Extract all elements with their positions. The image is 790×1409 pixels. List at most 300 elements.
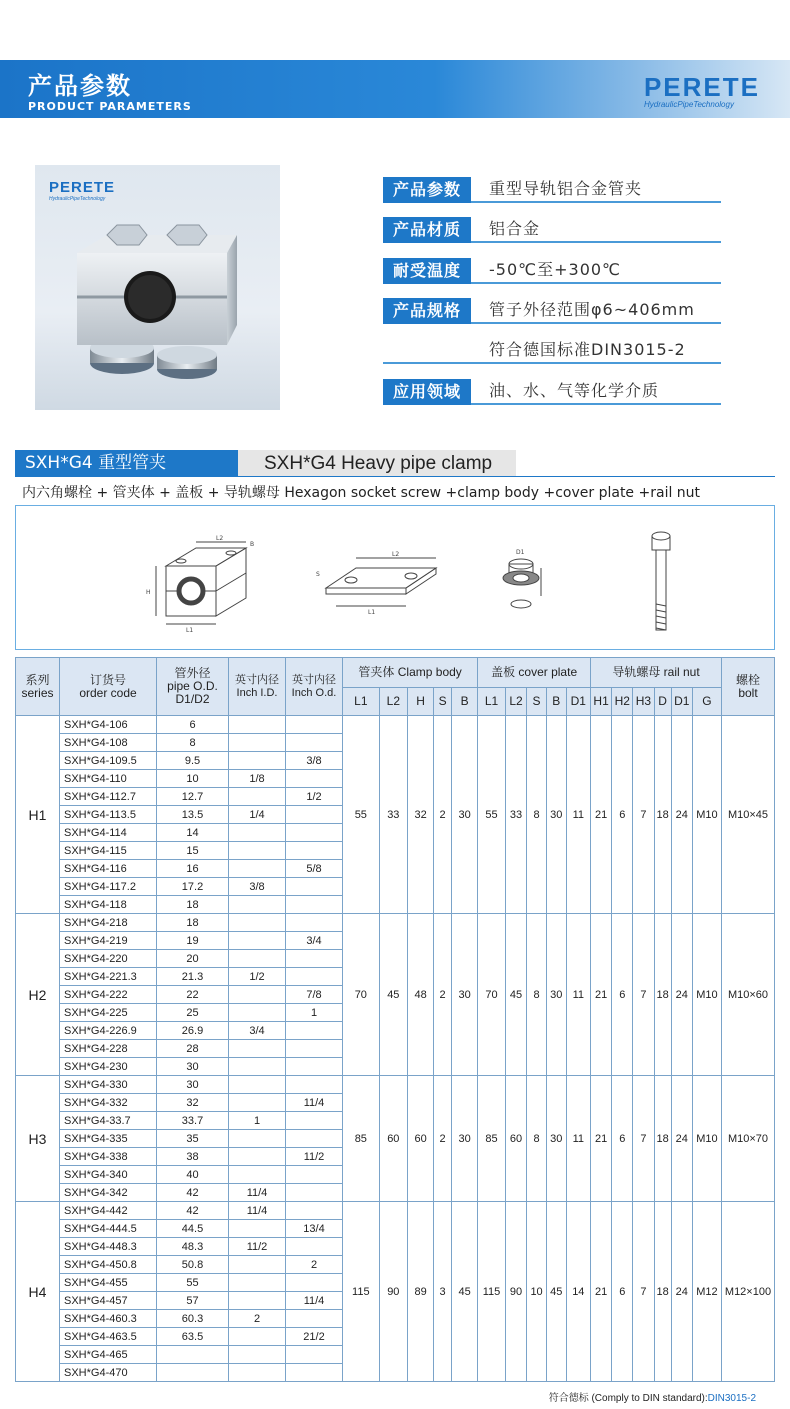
inch-id-cell bbox=[229, 1166, 286, 1184]
clamp-dim-cell: 115 bbox=[343, 1202, 380, 1382]
pipe-od-cell: 25 bbox=[157, 1004, 229, 1022]
inch-id-cell bbox=[229, 932, 286, 950]
clamp-body-drawing bbox=[146, 535, 254, 634]
product-photo bbox=[35, 165, 280, 410]
order-code-cell: SXH*G4-340 bbox=[60, 1166, 157, 1184]
section-divider bbox=[15, 476, 775, 477]
param-row-standard bbox=[383, 338, 721, 364]
inch-id-cell bbox=[229, 1040, 286, 1058]
param-value: 油、水、气等化学介质 bbox=[489, 381, 660, 400]
cover-dim-cell: 30 bbox=[546, 716, 566, 914]
order-code-cell: SXH*G4-108 bbox=[60, 734, 157, 752]
inch-od-cell bbox=[286, 1022, 343, 1040]
bolt-cell: M10×70 bbox=[722, 1076, 775, 1202]
inch-od-cell bbox=[286, 878, 343, 896]
inch-od-cell: 3/4 bbox=[286, 932, 343, 950]
rail-dim-cell: 7 bbox=[633, 1202, 654, 1382]
inch-id-cell: 1/2 bbox=[229, 968, 286, 986]
param-value: 符合德国标准DIN3015-2 bbox=[489, 340, 686, 359]
param-row-spec bbox=[383, 298, 721, 324]
inch-id-cell bbox=[229, 734, 286, 752]
order-code-cell: SXH*G4-222 bbox=[60, 986, 157, 1004]
inch-od-cell bbox=[286, 824, 343, 842]
subheader-rail_cols-d: D bbox=[654, 688, 671, 716]
inch-od-cell bbox=[286, 1166, 343, 1184]
pipe-od-cell: 60.3 bbox=[157, 1310, 229, 1328]
section-title-en: SXH*G4 Heavy pipe clamp bbox=[238, 450, 516, 477]
rail-dim-cell: 21 bbox=[591, 1202, 612, 1382]
inch-od-cell bbox=[286, 716, 343, 734]
pipe-od-cell: 63.5 bbox=[157, 1328, 229, 1346]
rail-dim-cell: 24 bbox=[671, 1202, 692, 1382]
header-bolt-text: 螺栓 bolt bbox=[735, 672, 760, 700]
cover-dim-cell: 115 bbox=[478, 1202, 506, 1382]
pipe-od-cell: 14 bbox=[157, 824, 229, 842]
clamp-dim-cell: 30 bbox=[451, 716, 477, 914]
inch-od-cell bbox=[286, 914, 343, 932]
header-cover-plate: 盖板 cover plate bbox=[478, 658, 591, 688]
inch-od-cell bbox=[286, 1076, 343, 1094]
photo-logo bbox=[49, 179, 115, 202]
header-bolt bbox=[722, 658, 775, 716]
inch-id-cell bbox=[229, 1274, 286, 1292]
subheader-clamp_cols-l1: L1 bbox=[343, 688, 380, 716]
subheader-cover_cols-s: S bbox=[527, 688, 547, 716]
subheader-rail_cols-g: G bbox=[692, 688, 721, 716]
inch-od-cell bbox=[286, 770, 343, 788]
inch-od-cell: 7/8 bbox=[286, 986, 343, 1004]
cover-dim-cell: 11 bbox=[566, 716, 590, 914]
pipe-od-cell: 42 bbox=[157, 1202, 229, 1220]
param-value: 管子外径范围φ6~406mm bbox=[489, 300, 695, 319]
inch-od-cell bbox=[286, 1058, 343, 1076]
section-description: 内六角螺栓 + 管夹体 + 盖板 + 导轨螺母 Hexagon socket screw +clamp body +cover plate +rail nut bbox=[22, 485, 701, 501]
inch-od-cell bbox=[286, 1202, 343, 1220]
order-code-cell: SXH*G4-448.3 bbox=[60, 1238, 157, 1256]
photo-logo-text: PERETE bbox=[49, 179, 116, 196]
order-code-cell: SXH*G4-219 bbox=[60, 932, 157, 950]
order-code-cell: SXH*G4-450.8 bbox=[60, 1256, 157, 1274]
pipe-od-cell: 38 bbox=[157, 1148, 229, 1166]
technical-drawings bbox=[15, 505, 775, 650]
cover-dim-cell: 85 bbox=[478, 1076, 506, 1202]
dim-nut-d1: D1 bbox=[516, 549, 525, 556]
subheader-clamp_cols-l2: L2 bbox=[379, 688, 407, 716]
cover-dim-cell: 45 bbox=[546, 1202, 566, 1382]
table-row bbox=[16, 914, 775, 932]
inch-id-cell bbox=[229, 860, 286, 878]
rail-dim-cell: 7 bbox=[633, 716, 654, 914]
pipe-od-cell: 40 bbox=[157, 1166, 229, 1184]
pipe-od-cell: 8 bbox=[157, 734, 229, 752]
subheader-cover_cols-b: B bbox=[546, 688, 566, 716]
inch-id-cell bbox=[229, 950, 286, 968]
pipe-od-cell: 13.5 bbox=[157, 806, 229, 824]
clamp-dim-cell: 48 bbox=[408, 914, 434, 1076]
rail-dim-cell: 21 bbox=[591, 914, 612, 1076]
brand-logo-sub: HydraulicPipeTechnology bbox=[643, 100, 734, 109]
order-code-cell: SXH*G4-113.5 bbox=[60, 806, 157, 824]
inch-id-cell: 2 bbox=[229, 1310, 286, 1328]
param-label: 产品规格 bbox=[383, 298, 471, 324]
order-code-cell: SXH*G4-110 bbox=[60, 770, 157, 788]
inch-od-cell: 5/8 bbox=[286, 860, 343, 878]
header-series-text: 系列 series bbox=[21, 672, 54, 700]
header-series bbox=[16, 658, 60, 716]
footer-prefix: 符合德标 (Comply to DIN standard): bbox=[548, 1393, 708, 1404]
rail-dim-cell: 18 bbox=[654, 1202, 671, 1382]
cover-dim-cell: 11 bbox=[566, 1076, 590, 1202]
pipe-od-cell: 10 bbox=[157, 770, 229, 788]
inch-od-cell bbox=[286, 1346, 343, 1364]
clamp-dim-cell: 2 bbox=[434, 914, 452, 1076]
rail-dim-cell: 6 bbox=[612, 1202, 633, 1382]
inch-od-cell: 11/4 bbox=[286, 1094, 343, 1112]
inch-od-cell bbox=[286, 950, 343, 968]
inch-id-cell: 1/8 bbox=[229, 770, 286, 788]
inch-od-cell: 1 bbox=[286, 1004, 343, 1022]
order-code-cell: SXH*G4-221.3 bbox=[60, 968, 157, 986]
inch-od-cell: 1/2 bbox=[286, 788, 343, 806]
inch-od-cell bbox=[286, 842, 343, 860]
cover-dim-cell: 60 bbox=[505, 1076, 526, 1202]
pipe-od-cell: 57 bbox=[157, 1292, 229, 1310]
inch-id-cell bbox=[229, 824, 286, 842]
table-row bbox=[16, 1202, 775, 1220]
subheader-rail_cols-h2: H2 bbox=[612, 688, 633, 716]
order-code-cell: SXH*G4-330 bbox=[60, 1076, 157, 1094]
pipe-od-cell: 18 bbox=[157, 914, 229, 932]
bolt-cell: M10×60 bbox=[722, 914, 775, 1076]
inch-od-cell bbox=[286, 1310, 343, 1328]
socket-screw-drawing bbox=[652, 532, 670, 630]
inch-id-cell: 11/4 bbox=[229, 1184, 286, 1202]
inch-id-cell: 1 bbox=[229, 1112, 286, 1130]
clamp-dim-cell: 3 bbox=[434, 1202, 452, 1382]
inch-id-cell: 3/4 bbox=[229, 1022, 286, 1040]
clamp-dim-cell: 70 bbox=[343, 914, 380, 1076]
clamp-dim-cell: 32 bbox=[408, 716, 434, 914]
pipe-od-cell: 17.2 bbox=[157, 878, 229, 896]
pipe-od-cell: 19 bbox=[157, 932, 229, 950]
param-value: 重型导轨铝合金管夹 bbox=[489, 179, 643, 198]
clamp-dim-cell: 2 bbox=[434, 716, 452, 914]
order-code-cell: SXH*G4-116 bbox=[60, 860, 157, 878]
inch-id-cell: 1/4 bbox=[229, 806, 286, 824]
cover-plate-drawing bbox=[316, 551, 436, 616]
param-row-temperature bbox=[383, 258, 721, 284]
inch-od-cell bbox=[286, 1112, 343, 1130]
table-row bbox=[16, 1076, 775, 1094]
clamp-dim-cell: 30 bbox=[451, 914, 477, 1076]
inch-id-cell: 11/4 bbox=[229, 1202, 286, 1220]
inch-id-cell bbox=[229, 1328, 286, 1346]
pipe-od-cell: 28 bbox=[157, 1040, 229, 1058]
clamp-dim-cell: 2 bbox=[434, 1076, 452, 1202]
header-inch-od bbox=[286, 658, 343, 716]
param-row-application bbox=[383, 379, 721, 405]
order-code-cell: SXH*G4-460.3 bbox=[60, 1310, 157, 1328]
rail-dim-cell: 7 bbox=[633, 914, 654, 1076]
dim-cover-l2: L2 bbox=[392, 551, 400, 558]
series-cell: H2 bbox=[16, 914, 60, 1076]
cover-dim-cell: 11 bbox=[566, 914, 590, 1076]
inch-od-cell: 11/2 bbox=[286, 1148, 343, 1166]
subheader-rail_cols-h1: H1 bbox=[591, 688, 612, 716]
pipe-od-cell: 42 bbox=[157, 1184, 229, 1202]
clamp-dim-cell: 85 bbox=[343, 1076, 380, 1202]
pipe-od-cell: 15 bbox=[157, 842, 229, 860]
rail-dim-cell: 21 bbox=[591, 716, 612, 914]
inch-od-cell bbox=[286, 1184, 343, 1202]
bolt-cell: M12×100 bbox=[722, 1202, 775, 1382]
inch-od-cell: 13/4 bbox=[286, 1220, 343, 1238]
inch-od-cell bbox=[286, 1130, 343, 1148]
order-code-cell: SXH*G4-114 bbox=[60, 824, 157, 842]
inch-id-cell: 11/2 bbox=[229, 1238, 286, 1256]
pipe-od-cell: 30 bbox=[157, 1076, 229, 1094]
param-row-name bbox=[383, 177, 721, 203]
order-code-cell: SXH*G4-335 bbox=[60, 1130, 157, 1148]
rail-dim-cell: 6 bbox=[612, 716, 633, 914]
clamp-dim-cell: 60 bbox=[379, 1076, 407, 1202]
inch-id-cell bbox=[229, 1346, 286, 1364]
param-row-material bbox=[383, 217, 721, 243]
rail-dim-cell: 6 bbox=[612, 1076, 633, 1202]
param-value: -50℃至+300℃ bbox=[489, 260, 622, 279]
cover-dim-cell: 45 bbox=[505, 914, 526, 1076]
dim-l1: L1 bbox=[186, 627, 194, 634]
brand-logo bbox=[644, 72, 760, 109]
dim-l2: L2 bbox=[216, 535, 224, 542]
inch-id-cell bbox=[229, 752, 286, 770]
inch-od-cell bbox=[286, 1238, 343, 1256]
inch-id-cell: 3/8 bbox=[229, 878, 286, 896]
rail-dim-cell: 18 bbox=[654, 914, 671, 1076]
pipe-od-cell: 21.3 bbox=[157, 968, 229, 986]
brand-logo-text: PERETE bbox=[643, 72, 760, 102]
photo-logo-sub: HydraulicPipeTechnology bbox=[49, 196, 106, 202]
rail-dim-cell: M10 bbox=[692, 716, 721, 914]
clamp-dim-cell: 33 bbox=[379, 716, 407, 914]
order-code-cell: SXH*G4-230 bbox=[60, 1058, 157, 1076]
header-order-code-text: 订货号 order code bbox=[79, 672, 137, 700]
inch-id-cell bbox=[229, 716, 286, 734]
pipe-od-cell: 33.7 bbox=[157, 1112, 229, 1130]
inch-id-cell bbox=[229, 986, 286, 1004]
inch-od-cell bbox=[286, 968, 343, 986]
order-code-cell: SXH*G4-228 bbox=[60, 1040, 157, 1058]
cover-dim-cell: 70 bbox=[478, 914, 506, 1076]
subheader-rail_cols-d1: D1 bbox=[671, 688, 692, 716]
cover-dim-cell: 10 bbox=[527, 1202, 547, 1382]
section-title-cn: SXH*G4 重型管夹 bbox=[15, 450, 238, 477]
pipe-od-cell: 32 bbox=[157, 1094, 229, 1112]
cover-dim-cell: 8 bbox=[527, 716, 547, 914]
order-code-cell: SXH*G4-118 bbox=[60, 896, 157, 914]
inch-id-cell bbox=[229, 1058, 286, 1076]
inch-id-cell bbox=[229, 1256, 286, 1274]
inch-id-cell bbox=[229, 1292, 286, 1310]
footer-note bbox=[549, 1389, 756, 1404]
cover-dim-cell: 33 bbox=[505, 716, 526, 914]
header-pipe-od bbox=[157, 658, 229, 716]
clamp-dim-cell: 55 bbox=[343, 716, 380, 914]
order-code-cell: SXH*G4-117.2 bbox=[60, 878, 157, 896]
pipe-od-cell: 9.5 bbox=[157, 752, 229, 770]
order-code-cell: SXH*G4-106 bbox=[60, 716, 157, 734]
cover-dim-cell: 30 bbox=[546, 1076, 566, 1202]
inch-id-cell bbox=[229, 1220, 286, 1238]
inch-od-cell: 2 bbox=[286, 1256, 343, 1274]
inch-id-cell bbox=[229, 1004, 286, 1022]
order-code-cell: SXH*G4-463.5 bbox=[60, 1328, 157, 1346]
header-rail-nut: 导轨螺母 rail nut bbox=[591, 658, 722, 688]
header-inch-od-text: 英寸内径 Inch O.d. bbox=[291, 673, 337, 699]
clamp-dim-cell: 30 bbox=[451, 1076, 477, 1202]
pipe-od-cell: 26.9 bbox=[157, 1022, 229, 1040]
inch-od-cell: 3/8 bbox=[286, 752, 343, 770]
order-code-cell: SXH*G4-109.5 bbox=[60, 752, 157, 770]
header-inch-id bbox=[229, 658, 286, 716]
inch-id-cell bbox=[229, 1094, 286, 1112]
order-code-cell: SXH*G4-220 bbox=[60, 950, 157, 968]
pipe-od-cell: 16 bbox=[157, 860, 229, 878]
cover-dim-cell: 30 bbox=[546, 914, 566, 1076]
clamp-dim-cell: 90 bbox=[379, 1202, 407, 1382]
param-label: 应用领域 bbox=[383, 379, 471, 405]
inch-od-cell: 11/4 bbox=[286, 1292, 343, 1310]
subheader-clamp_cols-b: B bbox=[451, 688, 477, 716]
order-code-cell: SXH*G4-226.9 bbox=[60, 1022, 157, 1040]
series-cell: H3 bbox=[16, 1076, 60, 1202]
clamp-dim-cell: 45 bbox=[451, 1202, 477, 1382]
cover-dim-cell: 55 bbox=[478, 716, 506, 914]
page-subtitle: PRODUCT PARAMETERS bbox=[28, 100, 192, 113]
cover-dim-cell: 90 bbox=[505, 1202, 526, 1382]
rail-dim-cell: M10 bbox=[692, 1076, 721, 1202]
rail-dim-cell: 18 bbox=[654, 1076, 671, 1202]
rail-dim-cell: 24 bbox=[671, 716, 692, 914]
subheader-rail_cols-h3: H3 bbox=[633, 688, 654, 716]
header-order-code bbox=[60, 658, 157, 716]
order-code-cell: SXH*G4-225 bbox=[60, 1004, 157, 1022]
pipe-od-cell: 55 bbox=[157, 1274, 229, 1292]
pipe-od-cell: 6 bbox=[157, 716, 229, 734]
spec-table bbox=[15, 657, 775, 1382]
pipe-od-cell bbox=[157, 1364, 229, 1382]
inch-id-cell bbox=[229, 788, 286, 806]
param-label: 产品参数 bbox=[383, 177, 471, 203]
inch-od-cell bbox=[286, 734, 343, 752]
rail-dim-cell: 18 bbox=[654, 716, 671, 914]
rail-dim-cell: 24 bbox=[671, 914, 692, 1076]
order-code-cell: SXH*G4-115 bbox=[60, 842, 157, 860]
inch-od-cell bbox=[286, 1364, 343, 1382]
rail-dim-cell: 21 bbox=[591, 1076, 612, 1202]
clamp-dim-cell: 89 bbox=[408, 1202, 434, 1382]
order-code-cell: SXH*G4-470 bbox=[60, 1364, 157, 1382]
inch-id-cell bbox=[229, 896, 286, 914]
pipe-od-cell: 12.7 bbox=[157, 788, 229, 806]
param-value: 铝合金 bbox=[489, 219, 541, 238]
inch-id-cell bbox=[229, 1148, 286, 1166]
pipe-od-cell: 35 bbox=[157, 1130, 229, 1148]
inch-od-cell bbox=[286, 1040, 343, 1058]
pipe-od-cell: 48.3 bbox=[157, 1238, 229, 1256]
rail-dim-cell: 24 bbox=[671, 1076, 692, 1202]
order-code-cell: SXH*G4-112.7 bbox=[60, 788, 157, 806]
inch-od-cell bbox=[286, 806, 343, 824]
footer-standard: DIN3015-2 bbox=[707, 1393, 756, 1404]
order-code-cell: SXH*G4-338 bbox=[60, 1148, 157, 1166]
order-code-cell: SXH*G4-33.7 bbox=[60, 1112, 157, 1130]
order-code-cell: SXH*G4-218 bbox=[60, 914, 157, 932]
param-label: 产品材质 bbox=[383, 217, 471, 243]
header-pipe-od-text: 管外径 pipe O.D. D1/D2 bbox=[167, 666, 218, 706]
subheader-cover_cols-l1: L1 bbox=[478, 688, 506, 716]
series-cell: H1 bbox=[16, 716, 60, 914]
inch-id-cell bbox=[229, 1364, 286, 1382]
inch-id-cell bbox=[229, 1076, 286, 1094]
pipe-od-cell bbox=[157, 1346, 229, 1364]
cover-dim-cell: 8 bbox=[527, 914, 547, 1076]
header-inch-id-text: 英寸内径 Inch I.D. bbox=[235, 673, 279, 699]
pipe-od-cell: 22 bbox=[157, 986, 229, 1004]
header-banner bbox=[0, 60, 790, 118]
param-label: 耐受温度 bbox=[383, 258, 471, 284]
dim-cover-s: S bbox=[316, 571, 320, 578]
cover-dim-cell: 8 bbox=[527, 1076, 547, 1202]
dim-h: H bbox=[146, 589, 151, 596]
pipe-od-cell: 30 bbox=[157, 1058, 229, 1076]
order-code-cell: SXH*G4-465 bbox=[60, 1346, 157, 1364]
pipe-od-cell: 44.5 bbox=[157, 1220, 229, 1238]
pipe-od-cell: 18 bbox=[157, 896, 229, 914]
pipe-od-cell: 50.8 bbox=[157, 1256, 229, 1274]
rail-dim-cell: M12 bbox=[692, 1202, 721, 1382]
table-row bbox=[16, 716, 775, 734]
rail-dim-cell: M10 bbox=[692, 914, 721, 1076]
pipe-od-cell: 20 bbox=[157, 950, 229, 968]
page-title: 产品参数 bbox=[28, 72, 132, 100]
series-cell: H4 bbox=[16, 1202, 60, 1382]
cover-dim-cell: 14 bbox=[566, 1202, 590, 1382]
order-code-cell: SXH*G4-457 bbox=[60, 1292, 157, 1310]
subheader-cover_cols-l2: L2 bbox=[505, 688, 526, 716]
order-code-cell: SXH*G4-332 bbox=[60, 1094, 157, 1112]
order-code-cell: SXH*G4-442 bbox=[60, 1202, 157, 1220]
inch-od-cell bbox=[286, 896, 343, 914]
order-code-cell: SXH*G4-444.5 bbox=[60, 1220, 157, 1238]
inch-id-cell bbox=[229, 914, 286, 932]
rail-dim-cell: 7 bbox=[633, 1076, 654, 1202]
clamp-dim-cell: 45 bbox=[379, 914, 407, 1076]
subheader-clamp_cols-s: S bbox=[434, 688, 452, 716]
header-clamp-body: 管夹体 Clamp body bbox=[343, 658, 478, 688]
dim-b: B bbox=[250, 541, 255, 548]
order-code-cell: SXH*G4-342 bbox=[60, 1184, 157, 1202]
order-code-cell: SXH*G4-455 bbox=[60, 1274, 157, 1292]
rail-nut-drawing bbox=[503, 549, 541, 608]
inch-od-cell bbox=[286, 1274, 343, 1292]
clamp-dim-cell: 60 bbox=[408, 1076, 434, 1202]
bolt-cell: M10×45 bbox=[722, 716, 775, 914]
rail-dim-cell: 6 bbox=[612, 914, 633, 1076]
subheader-cover_cols-d1: D1 bbox=[566, 688, 590, 716]
inch-id-cell bbox=[229, 1130, 286, 1148]
inch-id-cell bbox=[229, 842, 286, 860]
